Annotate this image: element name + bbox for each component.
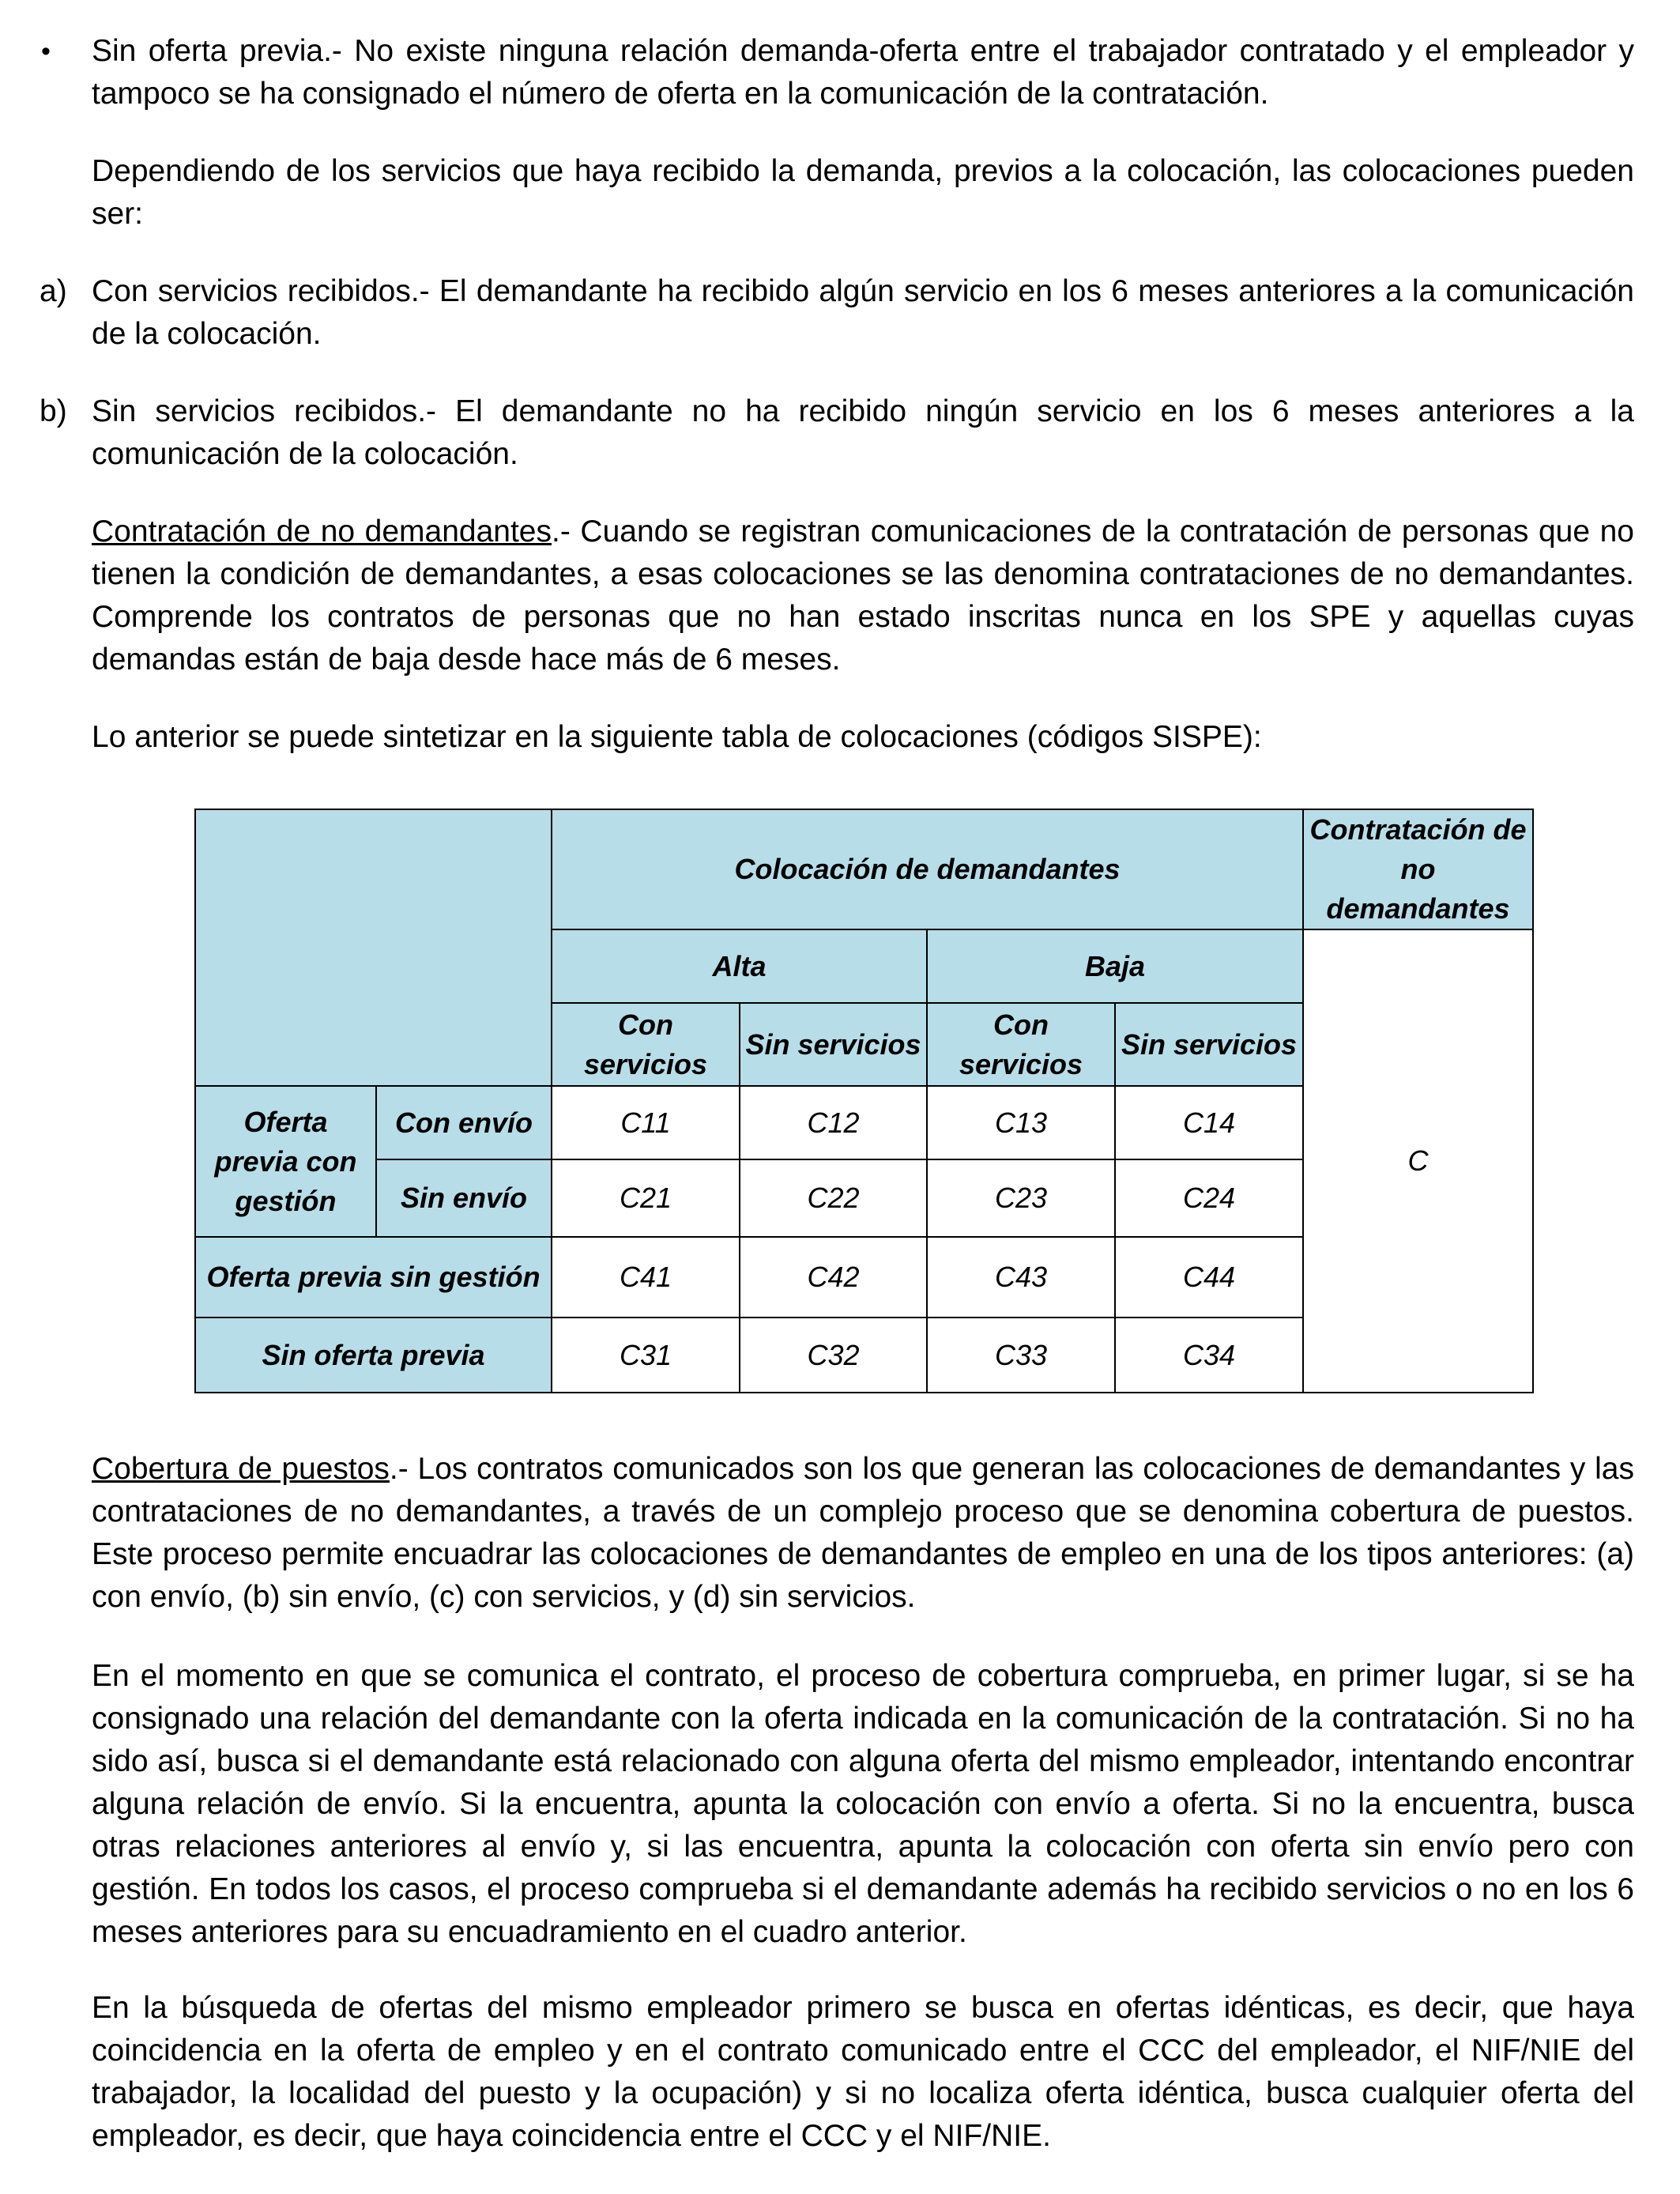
list-marker-b: b) xyxy=(40,394,67,428)
table-cell: C44 xyxy=(1115,1237,1303,1318)
table-cell: C43 xyxy=(927,1237,1115,1318)
table-corner-cell xyxy=(195,809,552,1086)
row-header-con-envio: Con envío xyxy=(376,1086,552,1159)
paragraph-sin-oferta-previa: Sin oferta previa.- No existe ninguna relación demanda-oferta entre el trabajador contratado y el empleador y tampoco se ha consignado el número de oferta en la comunicación de la contratación. xyxy=(92,34,1634,111)
paragraph-sintetizar: Lo anterior se puede sintetizar en la siguiente tabla de colocaciones (códigos SISPE): xyxy=(92,720,1262,754)
table-cell: C32 xyxy=(740,1318,927,1393)
table-cell: C42 xyxy=(740,1237,927,1318)
paragraph-no-demandantes xyxy=(92,511,1634,681)
heading-no-demandantes: Contratación de no demandantes xyxy=(92,515,552,548)
heading-cobertura: Cobertura de puestos xyxy=(92,1452,390,1486)
table-cell: C23 xyxy=(927,1159,1115,1237)
bullet-icon: • xyxy=(41,36,51,66)
header-baja-sin-servicios: Sin servicios xyxy=(1115,1003,1303,1086)
paragraph-cobertura xyxy=(92,1448,1634,1619)
body-cobertura: .- Los contratos comunicados son los que generan las colocaciones de demandantes y las contrataciones de no demandantes, a través de un complejo proceso que se denomina cobertura de puestos. Este proceso permite encuadrar las colocaciones de demandantes de empleo en una de los tipos anteriores: (a) con envío, (b) sin envío, (c) con servicios, y (d) sin servicios. xyxy=(92,1452,1634,1614)
table-cell: C12 xyxy=(740,1086,927,1159)
table-cell: C14 xyxy=(1115,1086,1303,1159)
colocaciones-table xyxy=(194,809,1534,1393)
body-no-demandantes: .- Cuando se registran comunicaciones de la contratación de personas que no tienen la condición de demandantes, a esas colocaciones se las denomina contrataciones de no demandantes. Comprende los contratos de personas que no han estado inscritas nunca en los SPE y aquellas cuyas demandas están de baja desde hace más de 6 meses. xyxy=(92,515,1634,677)
row-header-oferta-previa-con-gestion: Oferta previa con gestión xyxy=(195,1086,376,1237)
paragraph-momento: En el momento en que se comunica el contrato, el proceso de cobertura comprueba, en primer lugar, si se ha consignado una relación del demandante con la oferta indicada en la comunicación de la contratación. Si no ha sido así, busca si el demandante está relacionado con alguna oferta del mismo empleador, intentando encontrar alguna relación de envío. Si la encuentra, apunta la colocación con envío a oferta. Si no la encuentra, busca otras relaciones anteriores al envío y, si las encuentra, apunta la colocación con oferta sin envío pero con gestión. En todos los casos, el proceso comprueba si el demandante además ha recibido servicios o no en los 6 meses anteriores para su encuadramiento en el cuadro anterior. xyxy=(92,1659,1634,1949)
list-marker-a: a) xyxy=(40,274,67,308)
paragraph-busqueda: En la búsqueda de ofertas del mismo empleador primero se busca en ofertas idénticas, es decir, que haya coincidencia en la oferta de empleo y en el contrato comunicado entre el CCC del empleador, el NIF/NIE del trabajador, la localidad del puesto y la ocupación) y si no localiza oferta idéntica, busca cualquier oferta del empleador, es decir, que haya coincidencia entre el CCC y el NIF/NIE. xyxy=(92,1991,1634,2153)
header-contratacion-no-demandantes: Contratación de no demandantes xyxy=(1303,809,1533,929)
table-cell: C21 xyxy=(552,1159,740,1237)
row-header-oferta-previa-sin-gestion: Oferta previa sin gestión xyxy=(195,1237,552,1318)
header-baja: Baja xyxy=(927,929,1303,1003)
table-cell: C34 xyxy=(1115,1318,1303,1393)
table-cell: C24 xyxy=(1115,1159,1303,1237)
row-header-sin-envio: Sin envío xyxy=(376,1159,552,1237)
header-alta-con-servicios: Con servicios xyxy=(552,1003,740,1086)
table-cell: C11 xyxy=(552,1086,740,1159)
table-cell: C31 xyxy=(552,1318,740,1393)
header-baja-con-servicios: Con servicios xyxy=(927,1003,1115,1086)
list-item-a: Con servicios recibidos.- El demandante ha recibido algún servicio en los 6 meses anteriores a la comunicación de la colocación. xyxy=(92,274,1634,351)
list-item-b: Sin servicios recibidos.- El demandante no ha recibido ningún servicio en los 6 meses anteriores a la comunicación de la colocación. xyxy=(92,394,1634,471)
row-header-sin-oferta-previa: Sin oferta previa xyxy=(195,1318,552,1393)
table-cell: C13 xyxy=(927,1086,1115,1159)
cell-c: C xyxy=(1303,929,1533,1393)
table-cell: C22 xyxy=(740,1159,927,1237)
table-cell: C33 xyxy=(927,1318,1115,1393)
header-colocacion-demandantes: Colocación de demandantes xyxy=(552,809,1303,929)
header-alta: Alta xyxy=(552,929,927,1003)
paragraph-dependiendo: Dependiendo de los servicios que haya recibido la demanda, previos a la colocación, las colocaciones pueden ser: xyxy=(92,154,1634,231)
header-alta-sin-servicios: Sin servicios xyxy=(740,1003,927,1086)
table-cell: C41 xyxy=(552,1237,740,1318)
